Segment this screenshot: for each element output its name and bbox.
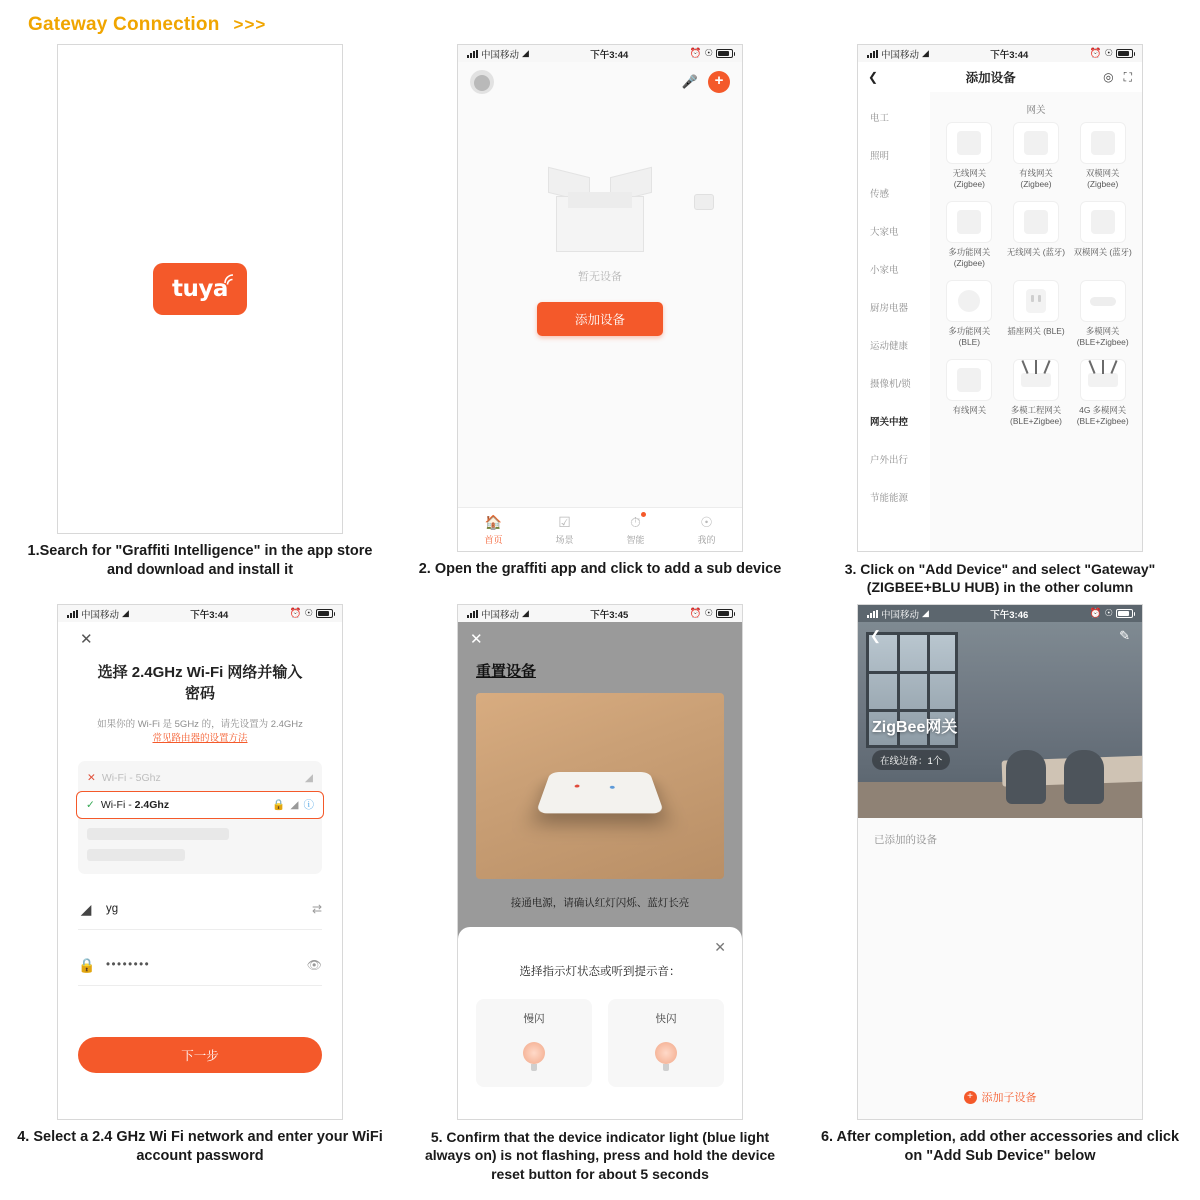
device-wired-gateway[interactable] [936, 355, 1003, 434]
alarm-icon: ⏰ [1089, 608, 1102, 619]
eye-icon[interactable]: 👁 [306, 958, 322, 972]
empty-box-illustration [540, 162, 660, 254]
status-bar-6 [858, 605, 1142, 622]
signal-icon [67, 610, 78, 618]
close-icon[interactable]: ✕ [470, 631, 483, 648]
category-sidebar [858, 92, 930, 551]
step-2 [400, 44, 800, 604]
carrier-label: 中国移动 [881, 49, 920, 61]
signal-icon [467, 50, 478, 58]
device-label: 无线网关 (Zigbee) [952, 168, 987, 189]
indicator-sheet [458, 927, 742, 1119]
switch-network-icon[interactable]: ⇄ [311, 902, 322, 916]
sidebar-item-sensor[interactable]: 传感 [870, 189, 890, 200]
tab-scene[interactable] [529, 514, 600, 546]
red-led-icon [574, 784, 579, 787]
option-label: 慢闪 [523, 1013, 545, 1025]
clock-label: 下午3:44 [190, 609, 229, 621]
battery-icon [716, 609, 733, 618]
wifi-icon: ◢ [122, 608, 129, 618]
tab-home[interactable] [458, 514, 529, 546]
step-4 [0, 604, 400, 1200]
step-1 [0, 44, 400, 604]
clock-label: 下午3:46 [990, 609, 1029, 621]
step-2-caption: 2. Open the graffiti app and click to add a sub device [418, 561, 782, 577]
bulb-placeholder-icon [694, 194, 714, 210]
add-sub-device-label: 添加子设备 [981, 1092, 1037, 1104]
lock-rotation-icon: ☉ [704, 608, 713, 619]
gateway-square-icon [1013, 201, 1059, 243]
pencil-icon[interactable]: ✎ [1119, 628, 1130, 643]
battery-icon [716, 49, 733, 58]
battery-icon [1116, 49, 1133, 58]
device-label: 双模网关 (Zigbee) [1085, 168, 1120, 189]
step-6-caption: 6. After completion, add other accessories and click on "Add Sub Device" below [820, 1129, 1180, 1165]
plus-circle-icon: + [964, 1091, 977, 1104]
grid-category-gateway: 网关 [1026, 105, 1046, 116]
device-multifunction-gateway-ble[interactable] [936, 276, 1003, 355]
wifi-setup-body [58, 622, 342, 1119]
device-multimode-gateway-ble-zigbee[interactable] [1069, 276, 1136, 355]
carrier-label: 中国移动 [481, 609, 520, 621]
close-icon[interactable]: ✕ [80, 631, 93, 648]
router-setup-link[interactable]: 常见路由器的设置方法 [152, 733, 248, 745]
check-icon: ✓ [86, 798, 95, 811]
bottom-row [858, 551, 1142, 552]
close-icon[interactable]: ✕ [714, 939, 726, 955]
status-bar-5 [458, 605, 742, 622]
lock-icon: 🔒 [78, 956, 96, 973]
home-icon: 🏠 [484, 513, 503, 530]
header-arrows: >>> [233, 15, 267, 34]
device-row [936, 276, 1136, 355]
hero-photo [858, 622, 1142, 818]
tuya-logo [153, 263, 247, 315]
add-device-main [858, 92, 1142, 551]
device-label: 多功能网关 (Zigbee) [948, 247, 991, 268]
empty-state [458, 162, 742, 336]
wifi-item-5ghz[interactable] [78, 765, 322, 791]
device-grid [930, 92, 1142, 551]
step-5-caption: 5. Confirm that the device indicator light (blue light always on) is not flashing, press and hold the device reset button for about 5 seconds [424, 1129, 776, 1182]
badge-dot [641, 512, 646, 517]
device-photo [476, 693, 724, 879]
checkbox-icon: ☑ [558, 513, 571, 530]
signal-icon [467, 610, 478, 618]
alarm-icon: ⏰ [689, 608, 702, 619]
clock-icon: ⏱ [630, 513, 641, 530]
wifi-network-list [78, 761, 322, 874]
phone-screen-6 [857, 604, 1143, 1120]
wifi-icon: ◢ [522, 48, 529, 58]
tab-bar [458, 507, 742, 551]
device-row [936, 355, 1136, 434]
device-dual-mode-gateway-zigbee[interactable] [1069, 118, 1136, 197]
step-3-caption: 3. Click on "Add Device" and select "Gateway" (ZIGBEE+BLU HUB) in the other column [844, 561, 1156, 596]
lock-icon: 🔒 [272, 799, 286, 811]
signal-icon [867, 50, 878, 58]
device-wired-gateway-zigbee[interactable] [1003, 118, 1070, 197]
phone-screen-2 [457, 44, 743, 552]
carrier-label: 中国移动 [881, 609, 920, 621]
sidebar-item-energy[interactable]: 节能能源 [870, 493, 909, 504]
gateway-square-icon [946, 359, 992, 401]
wifi-subtitle [78, 718, 322, 747]
device-label: 有线网关 (Zigbee) [1019, 168, 1053, 189]
tab-home-label: 首页 [484, 534, 503, 545]
sidebar-item-gateway[interactable]: 网关中控 [870, 417, 909, 428]
sidebar-item-electrician[interactable]: 电工 [870, 113, 890, 124]
tab-profile-label: 我的 [697, 534, 716, 545]
carrier-label: 中国移动 [81, 609, 120, 621]
home-body [458, 62, 742, 551]
status-bar-2 [458, 45, 742, 62]
lock-rotation-icon: ☉ [1104, 48, 1113, 59]
sheet-question: 选择指示灯状态或听到提示音： [519, 966, 681, 978]
nav-title: 添加设备 [965, 71, 1016, 85]
phone-screen-5 [457, 604, 743, 1120]
carrier-label: 中国移动 [481, 49, 520, 61]
tab-smart-label: 智能 [626, 534, 645, 545]
sidebar-item-large-appliance[interactable]: 大家电 [870, 227, 899, 238]
phone-screen-4 [57, 604, 343, 1120]
hub-illustration [536, 772, 665, 813]
added-devices-label: 已添加的设备 [874, 834, 937, 846]
gateway-square-icon [946, 201, 992, 243]
chair-illustration [1006, 750, 1046, 804]
detail-navbar [858, 622, 1142, 650]
wifi-wave-icon [222, 272, 238, 288]
plug-icon [1013, 280, 1059, 322]
step-1-caption: 1.Search for "Graffiti Intelligence" in the app store and download and install it [27, 543, 373, 579]
device-label: 多模网关 (BLE+Zigbee) [1076, 326, 1129, 347]
status-bar-3 [858, 45, 1142, 62]
step-5 [400, 604, 800, 1200]
photo-caption: 接通电源，请确认红灯闪烁、蓝灯长亮 [510, 897, 690, 909]
wifi-placeholder-row [87, 828, 229, 840]
tab-scene-label: 场景 [555, 534, 574, 545]
option-label: 快闪 [655, 1013, 677, 1025]
step-6 [800, 604, 1200, 1200]
tab-profile[interactable] [671, 514, 742, 546]
router-icon [1013, 359, 1059, 401]
add-device-button[interactable]: 添加设备 [537, 302, 663, 336]
cross-icon: ✕ [87, 771, 96, 784]
device-label: 有线网关 [952, 405, 987, 415]
wifi-icon: ◢ [922, 608, 929, 618]
gateway-square-icon [946, 122, 992, 164]
wifi-name: Wi-Fi - 5Ghz [101, 771, 161, 784]
reset-title: 重置设备 [476, 663, 537, 680]
sidebar-item-outdoor[interactable]: 户外出行 [870, 455, 909, 466]
device-4g-multimode-gateway[interactable] [1069, 355, 1136, 434]
option-fast-blink[interactable] [608, 999, 724, 1087]
clock-label: 下午3:44 [990, 49, 1029, 61]
phone-screen-1 [57, 44, 343, 534]
wifi-name [101, 799, 273, 811]
signal-icon [867, 610, 878, 618]
status-bar-4 [58, 605, 342, 622]
gateway-square-icon [1013, 122, 1059, 164]
tab-smart[interactable] [600, 514, 671, 546]
chair-illustration [1064, 750, 1104, 804]
back-chevron-left-icon[interactable]: ❮ [870, 628, 881, 643]
gateway-square-icon [1080, 201, 1126, 243]
clock-label: 下午3:45 [590, 609, 629, 621]
ssid-value: yg [106, 903, 119, 915]
clock-label: 下午3:44 [590, 49, 629, 61]
option-slow-blink[interactable] [476, 999, 592, 1087]
back-chevron-left-icon[interactable]: ❮ [868, 70, 879, 84]
scan-icon[interactable]: ◎ [1103, 69, 1114, 84]
phone-screen-3 [857, 44, 1143, 552]
device-wireless-gateway-bluetooth[interactable] [1003, 197, 1070, 276]
empty-text: 暂无设备 [578, 271, 622, 283]
device-label: 多模工程网关 (BLE+Zigbee) [1010, 405, 1062, 426]
wifi-name-band: 2.4Ghz [134, 798, 170, 811]
indicator-options [476, 999, 724, 1087]
device-name: ZigBee网关 [872, 719, 958, 736]
person-icon: ☉ [700, 513, 713, 530]
wifi-icon: ◢ [80, 900, 92, 917]
wifi-icon: ◢ [522, 608, 529, 618]
wifi-title: 选择 2.4GHz Wi-Fi 网络并输入密码 [97, 664, 303, 702]
next-button[interactable]: 下一步 [78, 1037, 322, 1073]
device-dual-mode-gateway-bluetooth[interactable] [1069, 197, 1136, 276]
qr-icon[interactable]: ⛶ [1123, 69, 1132, 84]
home-topbar [458, 62, 742, 94]
ssid-field[interactable] [78, 890, 322, 930]
device-label: 4G 多模网关 (BLE+Zigbee) [1076, 405, 1129, 426]
tuya-logo-text: tuya [172, 276, 228, 302]
avatar[interactable] [470, 70, 494, 94]
sidebar-item-camera-lock[interactable]: 摄像机/锁 [870, 379, 911, 390]
gateway-round-icon [946, 280, 992, 322]
device-label: 双模网关 (蓝牙) [1073, 247, 1132, 257]
lock-rotation-icon: ☉ [304, 608, 313, 619]
add-sub-device-button[interactable] [858, 1089, 1142, 1105]
password-field[interactable] [78, 946, 322, 986]
page-title: Gateway Connection [28, 14, 220, 35]
alarm-icon: ⏰ [689, 48, 702, 59]
info-icon[interactable]: ⓘ [303, 799, 314, 811]
reset-device-body [458, 622, 742, 1119]
steps-grid [0, 44, 1200, 1200]
signal-icon: ◢ [304, 771, 313, 784]
device-row [936, 118, 1136, 197]
bulb-icon [523, 1042, 545, 1064]
tuya-splash [58, 45, 342, 533]
sidebar-item-health[interactable]: 运动健康 [870, 341, 909, 352]
battery-icon [316, 609, 333, 618]
device-wireless-gateway-zigbee[interactable] [936, 118, 1003, 197]
sidebar-item-lighting[interactable]: 照明 [870, 151, 890, 162]
blue-led-icon [610, 786, 615, 789]
gateway-detail-body [858, 622, 1142, 1119]
mic-icon[interactable]: 🎤 [681, 74, 698, 89]
device-label: 无线网关 (蓝牙) [1006, 247, 1066, 257]
sidebar-item-kitchen[interactable]: 厨房电器 [870, 303, 909, 314]
device-multimode-engineering-gateway[interactable] [1003, 355, 1070, 434]
add-plus-button[interactable]: + [708, 71, 730, 93]
add-device-navbar [858, 62, 1142, 92]
wifi-name-prefix: Wi-Fi - [100, 798, 135, 811]
device-socket-gateway-ble[interactable] [1003, 276, 1070, 355]
disc-icon [1080, 280, 1126, 322]
device-label: 多功能网关 (BLE) [948, 326, 991, 347]
alarm-icon: ⏰ [1089, 48, 1102, 59]
password-value: •••••••• [106, 959, 151, 971]
router-icon [1080, 359, 1126, 401]
wifi-icon: ◢ [922, 48, 929, 58]
alarm-icon: ⏰ [289, 608, 302, 619]
lock-rotation-icon: ☉ [1104, 608, 1113, 619]
header [28, 14, 266, 36]
status-badge: 在线边备：1个 [872, 750, 950, 770]
wifi-item-24ghz[interactable] [76, 791, 324, 819]
device-label: 插座网关 (BLE) [1007, 326, 1065, 336]
wifi-placeholder-row [87, 849, 185, 861]
wifi-icon: ◢ [290, 798, 299, 811]
sidebar-item-small-appliance[interactable]: 小家电 [870, 265, 899, 276]
device-multifunction-gateway-zigbee[interactable] [936, 197, 1003, 276]
bulb-icon [655, 1042, 677, 1064]
wifi-subtitle-text: 如果你的 Wi-Fi 是 5GHz 的，请先设置为 2.4GHz [97, 719, 303, 730]
gateway-square-icon [1080, 122, 1126, 164]
device-row [936, 197, 1136, 276]
step-3 [800, 44, 1200, 604]
lock-rotation-icon: ☉ [704, 48, 713, 59]
battery-icon [1116, 609, 1133, 618]
step-4-caption: 4. Select a 2.4 GHz Wi Fi network and enter your WiFi account password [17, 1129, 383, 1165]
